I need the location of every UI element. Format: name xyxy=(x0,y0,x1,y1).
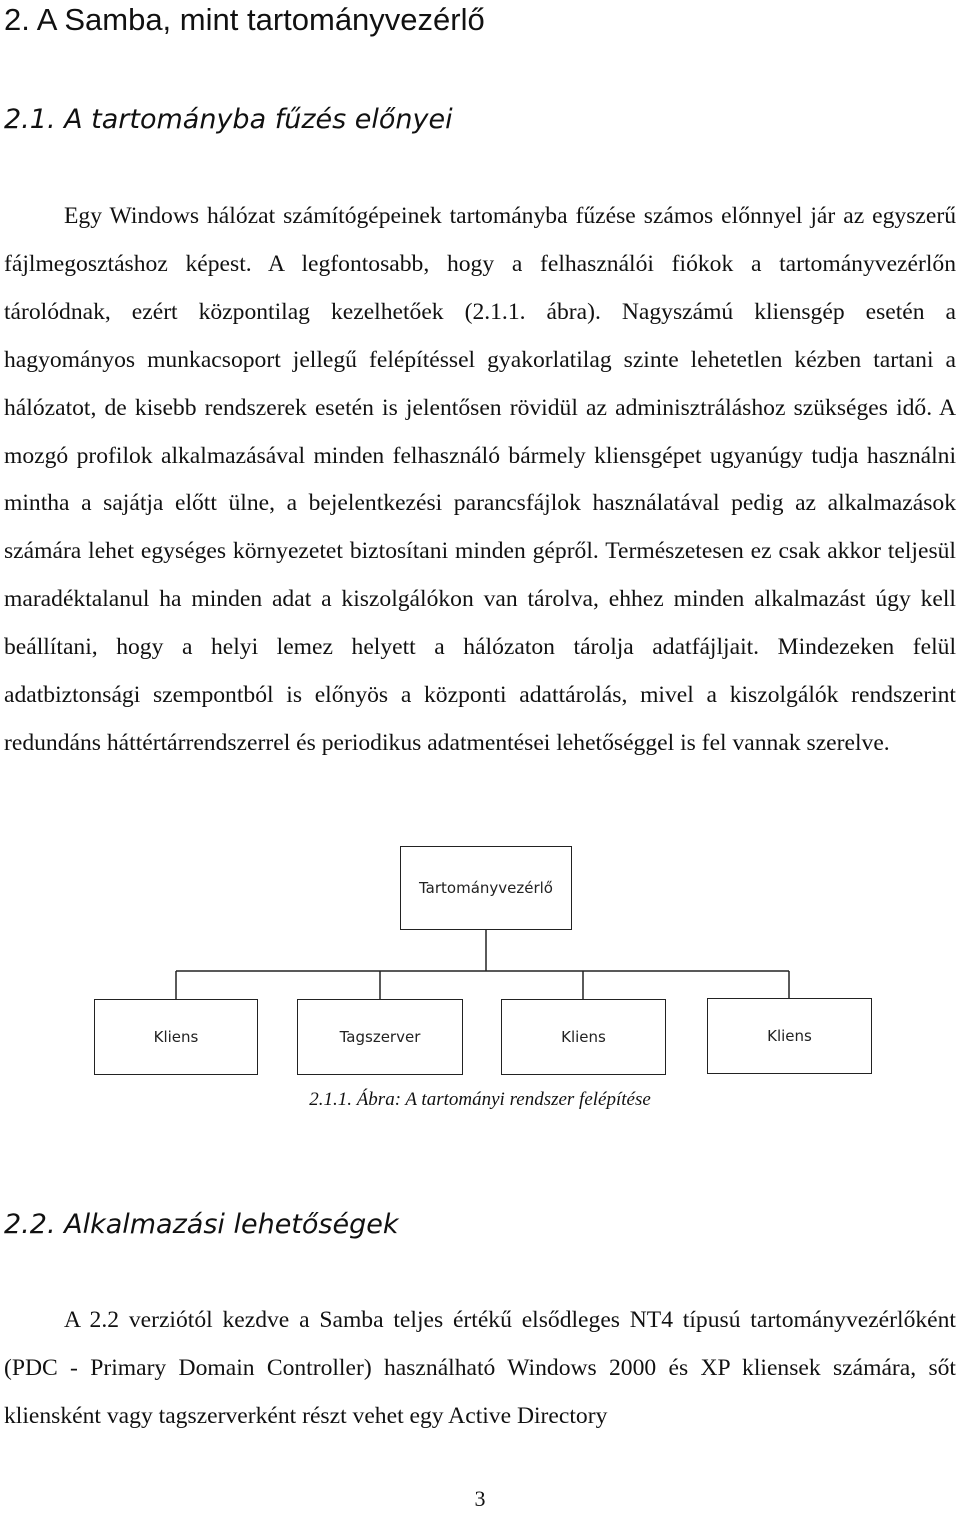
child-node-label: Kliens xyxy=(561,1028,606,1046)
domain-structure-figure xyxy=(0,836,960,1086)
section-2-2-text: A 2.2 verziótól kezdve a Samba teljes értékű elsődleges NT4 típusú tartományvezérlőként (PDC - Primary Domain Controller) használható Windows 2000 és XP kliensek számára, sőt kliensként vagy tagszerverként részt vehet egy Active Directory xyxy=(4,1307,956,1429)
child-node-box xyxy=(94,999,258,1075)
child-node-box xyxy=(501,999,666,1075)
section-2-2-paragraph xyxy=(4,1297,956,1441)
section-heading-2-1: 2.1. A tartományba fűzés előnyei xyxy=(4,104,453,135)
child-node-label: Tagszerver xyxy=(339,1028,421,1046)
page-number: 3 xyxy=(474,1486,486,1511)
section-2-1-paragraph xyxy=(4,193,956,768)
section-heading-2-2: 2.2. Alkalmazási lehetőségek xyxy=(4,1209,399,1240)
chapter-heading: 2. A Samba, mint tartományvezérlő xyxy=(4,2,485,37)
section-2-1-text: Egy Windows hálózat számítógépeinek tartományba fűzése számos előnnyel jár az egyszerű fájlmegosztáshoz képest. A legfontosabb, hogy a felhasználói fiókok a tartományvezérlőn tárolódnak, ezért központilag kezelhetőek (2.1.1. ábra). Nagyszámú kliensgép esetén a hagyományos munkacsoport jellegű felépítéssel gyakorlatilag szinte lehetetlen kézben tartani a hálózatot, de kisebb rendszerek esetén is jelentősen rövidül az adminisztráláshoz szükséges idő. A mozgó profilok alkalmazásával minden felhasználó bármely kliensgépet ugyanúgy tudja használni mintha a sajátja előtt ülne, a bejelentkezési parancsfájlok használatával pedig az alkalmazások számára lehet egységes környezetet biztosítani minden gépről. Természetesen ez csak akkor teljesül maradéktalanul ha minden adat a kiszolgálókon van tárolva, ehhez minden alkalmazást úgy kell beállítani, hogy a helyi lemez helyett a hálózaton tárolja adatfájljait. Mindezeken felül adatbiztonsági szempontból is előnyös a központi adattárolás, mivel a kiszolgálók rendszerint redundáns háttértárrendszerrel és periodikus adatmentései lehetőséggel is fel vannak szerelve. xyxy=(4,203,956,756)
figure-caption-text: 2.1.1. Ábra: A tartományi rendszer felépítése xyxy=(309,1089,651,1110)
child-node-label: Kliens xyxy=(153,1028,199,1046)
figure-caption xyxy=(0,1086,960,1114)
child-node-box xyxy=(707,998,872,1074)
root-node-box xyxy=(400,846,572,930)
child-node-box xyxy=(297,999,463,1075)
child-node-label: Kliens xyxy=(767,1027,812,1045)
root-node-label: Tartományvezérlő xyxy=(418,879,553,897)
